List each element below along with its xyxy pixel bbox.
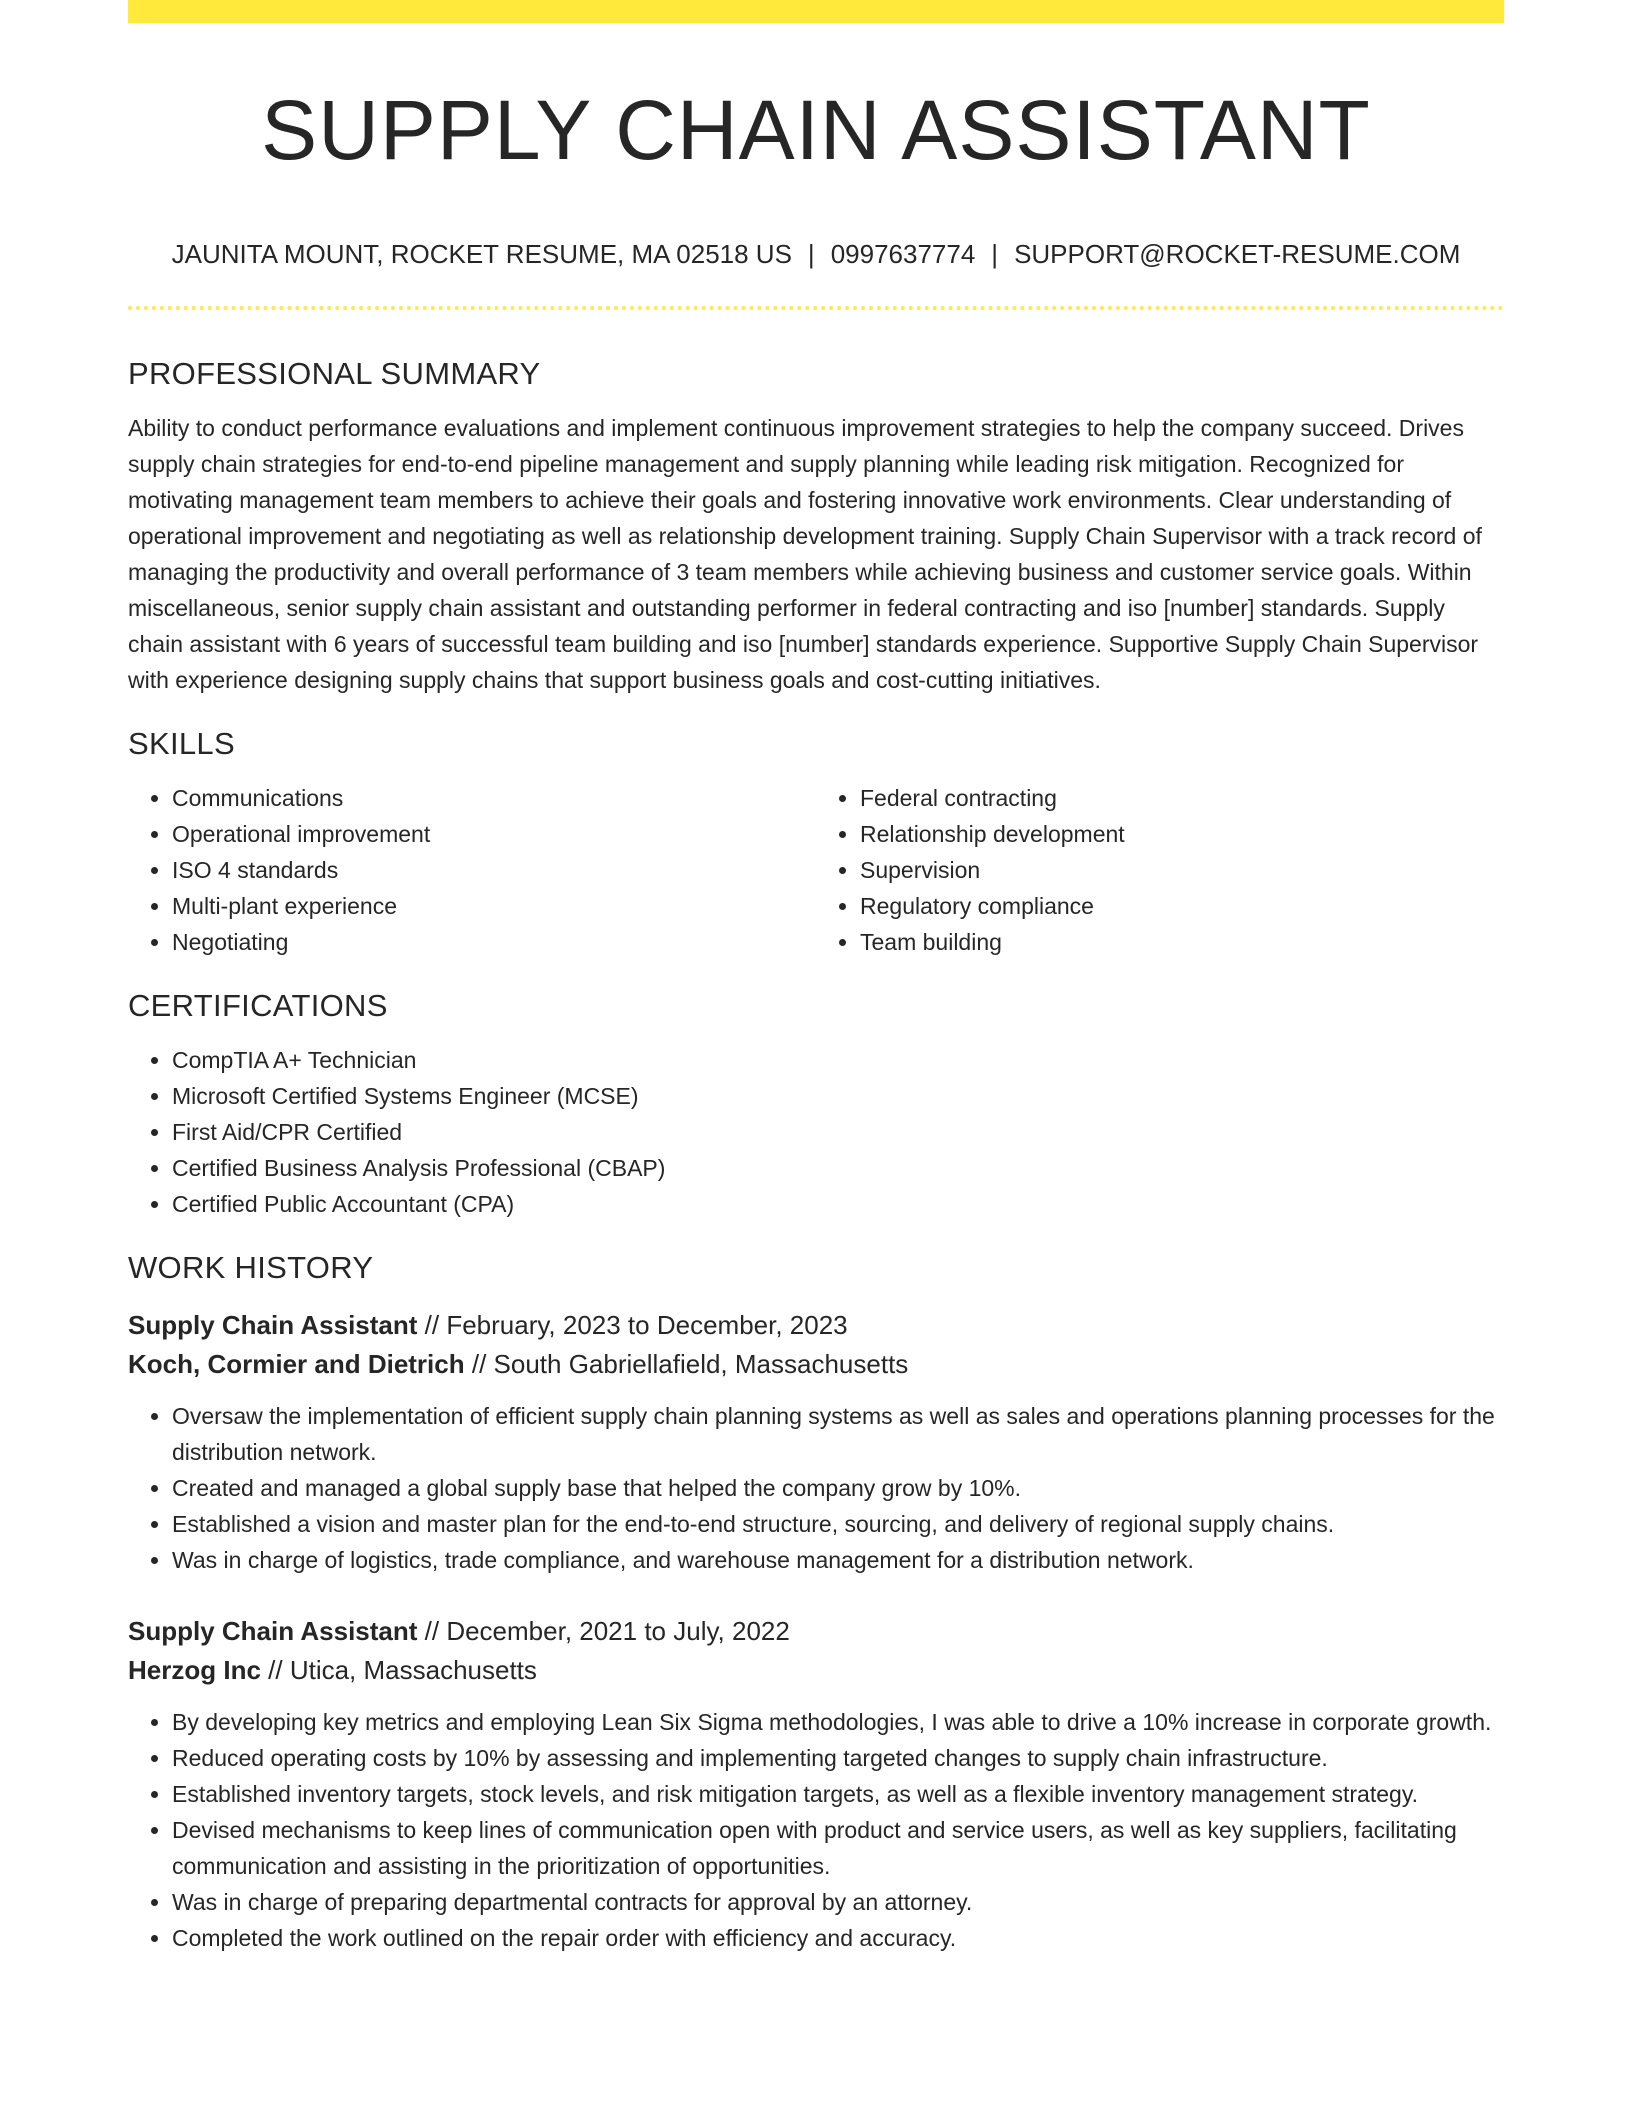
list-item: • Microsoft Certified Systems Engineer (MCSE) (172, 1078, 1504, 1114)
list-item: • Oversaw the implementation of efficient supply chain planning systems as well as sales and operations planning processes for the distribution network. (172, 1398, 1504, 1470)
list-item: • Regulatory compliance (860, 888, 1504, 924)
job-bullets (128, 1398, 1504, 1578)
contact-email: SUPPORT@ROCKET-RESUME.COM (1014, 239, 1461, 269)
contact-separator: | (991, 239, 999, 269)
summary-text: Ability to conduct performance evaluations and implement continuous improvement strategies to help the company succeed. Drives supply chain strategies for end-to-end pipeline management and supply planning while leading risk mitigation. Recognized for motivating management team members to achieve their goals and fostering innovative work environments. Clear understanding of operational improvement and negotiating as well as relationship development training. Supply Chain Supervisor with a track record of managing the productivity and overall performance of 3 team members while achieving business and customer service goals. Within miscellaneous, senior supply chain assistant and outstanding performer in federal contracting and iso [number] standards. Supply chain assistant with 6 years of successful team building and iso [number] standards experience. Supportive Supply Chain Supervisor with experience designing supply chains that support business goals and cost-cutting initiatives. (128, 415, 1482, 693)
job-company-line (128, 1651, 1504, 1690)
skills-grid (128, 780, 1504, 960)
list-item: • ISO 4 standards (172, 852, 816, 888)
list-item: • Multi-plant experience (172, 888, 816, 924)
job-title: Supply Chain Assistant (128, 1310, 418, 1340)
skills-heading: SKILLS (128, 726, 235, 761)
list-item: • Communications (172, 780, 816, 816)
header-divider (128, 306, 1504, 310)
skills-section (128, 722, 1504, 960)
job-dates: // February, 2023 to December, 2023 (417, 1310, 848, 1340)
certifications-list (128, 1042, 1504, 1222)
list-item: • Negotiating (172, 924, 816, 960)
skills-list-right (816, 780, 1504, 960)
job-company-line (128, 1345, 1504, 1384)
resume-body (128, 352, 1504, 1956)
page-title: SUPPLY CHAIN ASSISTANT (261, 83, 1371, 177)
list-item: • First Aid/CPR Certified (172, 1114, 1504, 1150)
job-title: Supply Chain Assistant (128, 1616, 418, 1646)
list-item: • Operational improvement (172, 816, 816, 852)
skills-list-left (128, 780, 816, 960)
certifications-heading: CERTIFICATIONS (128, 988, 388, 1023)
list-item: • Devised mechanisms to keep lines of communication open with product and service users, as well as key suppliers, facilitating communication and assisting in the prioritization of opportunities. (172, 1812, 1504, 1884)
list-item: • Relationship development (860, 816, 1504, 852)
list-item: • By developing key metrics and employing Lean Six Sigma methodologies, I was able to drive a 10% increase in corporate growth. (172, 1704, 1504, 1740)
job-company: Herzog Inc (128, 1655, 261, 1685)
list-item: • Completed the work outlined on the repair order with efficiency and accuracy. (172, 1920, 1504, 1956)
contact-address: JAUNITA MOUNT, ROCKET RESUME, MA 02518 US (171, 239, 792, 269)
contact-line (128, 236, 1504, 272)
list-item: • Reduced operating costs by 10% by assessing and implementing targeted changes to supply chain infrastructure. (172, 1740, 1504, 1776)
job-title-line (128, 1612, 1504, 1651)
list-item: • Certified Public Accountant (CPA) (172, 1186, 1504, 1222)
work-history-section (128, 1246, 1504, 1956)
job-company: Koch, Cormier and Dietrich (128, 1349, 465, 1379)
job-title-line (128, 1306, 1504, 1345)
job-entry (128, 1612, 1504, 1956)
summary-heading: PROFESSIONAL SUMMARY (128, 356, 541, 391)
accent-bar (128, 0, 1504, 23)
job-entry (128, 1306, 1504, 1578)
list-item: • CompTIA A+ Technician (172, 1042, 1504, 1078)
list-item: • Established a vision and master plan for the end-to-end structure, sourcing, and delivery of regional supply chains. (172, 1506, 1504, 1542)
work-history-heading: WORK HISTORY (128, 1250, 374, 1285)
job-location: // Utica, Massachusetts (260, 1655, 537, 1685)
list-item: • Supervision (860, 852, 1504, 888)
list-item: • Federal contracting (860, 780, 1504, 816)
job-bullets (128, 1704, 1504, 1956)
list-item: • Team building (860, 924, 1504, 960)
list-item: • Certified Business Analysis Professional (CBAP) (172, 1150, 1504, 1186)
list-item: • Was in charge of preparing departmental contracts for approval by an attorney. (172, 1884, 1504, 1920)
list-item: • Created and managed a global supply base that helped the company grow by 10%. (172, 1470, 1504, 1506)
job-location: // South Gabriellafield, Massachusetts (464, 1349, 909, 1379)
summary-section (128, 352, 1504, 698)
certifications-section (128, 984, 1504, 1222)
contact-separator: | (807, 239, 815, 269)
job-dates: // December, 2021 to July, 2022 (417, 1616, 790, 1646)
contact-phone: 0997637774 (830, 239, 976, 269)
list-item: • Established inventory targets, stock levels, and risk mitigation targets, as well as a flexible inventory management strategy. (172, 1776, 1504, 1812)
list-item: • Was in charge of logistics, trade compliance, and warehouse management for a distribution network. (172, 1542, 1504, 1578)
